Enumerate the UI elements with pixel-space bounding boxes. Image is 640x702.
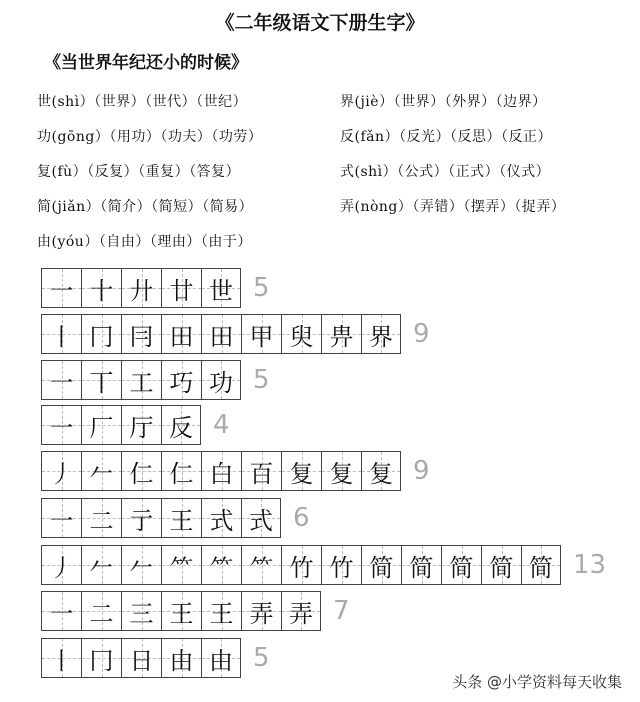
- stroke-step-cell: [241, 498, 281, 538]
- vocab-line: 功(gōng）（用功）（功夫）（功劳）: [37, 129, 263, 145]
- stroke-step-cell: [41, 591, 81, 631]
- stroke-step-cell: [201, 268, 241, 308]
- stroke-step-glyph: 界: [369, 322, 393, 351]
- stroke-step-glyph: 王: [209, 599, 234, 628]
- vocab-line: 复(fù）（反复）（重复）（答复）: [37, 164, 241, 180]
- stroke-step-glyph: 世: [209, 276, 233, 305]
- stroke-order-row: [41, 268, 270, 308]
- stroke-step-glyph: 工: [129, 368, 154, 397]
- stroke-order-row: [41, 405, 230, 445]
- stroke-step-cell: [161, 314, 201, 354]
- stroke-step-glyph: 丿: [49, 459, 74, 488]
- stroke-step-cell: [481, 545, 521, 585]
- stroke-step-cell: [121, 360, 161, 400]
- stroke-step-cell: [41, 405, 81, 445]
- stroke-step-cell: [121, 314, 161, 354]
- stroke-order-row: [41, 314, 430, 354]
- stroke-step-cell: [521, 545, 561, 585]
- stroke-step-glyph: 式: [209, 506, 234, 535]
- stroke-step-cell: [81, 314, 121, 354]
- stroke-step-cell: [201, 314, 241, 354]
- stroke-step-cell: [41, 638, 81, 678]
- stroke-step-glyph: 廿: [169, 276, 194, 305]
- watermark: 头条 @小学资料每天收集: [452, 673, 622, 691]
- vocab-line: 弄(nòng）（弄错）（摆弄）（捉弄）: [340, 199, 566, 215]
- stroke-step-cell: [161, 498, 201, 538]
- stroke-step-glyph: 仁: [169, 459, 194, 488]
- stroke-step-glyph: 冃: [129, 322, 154, 351]
- stroke-count: 6: [293, 503, 310, 533]
- stroke-step-glyph: 功: [209, 368, 233, 397]
- stroke-step-cell: [201, 360, 241, 400]
- stroke-step-glyph: ⺮: [209, 553, 234, 582]
- stroke-step-cell: [41, 268, 81, 308]
- stroke-step-glyph: 仁: [129, 459, 154, 488]
- stroke-count: 5: [253, 643, 270, 673]
- stroke-step-glyph: 田: [169, 322, 194, 351]
- vocab-line: 界(jiè）（世界）（外界）（边界）: [340, 94, 547, 110]
- stroke-count: 5: [253, 273, 270, 303]
- stroke-step-glyph: 𠂉: [129, 553, 154, 582]
- stroke-step-glyph: 二: [89, 599, 114, 628]
- stroke-step-glyph: 白: [209, 459, 234, 488]
- stroke-step-cell: [41, 451, 81, 491]
- stroke-step-glyph: 一: [49, 276, 74, 305]
- stroke-step-glyph: 亍: [129, 506, 154, 535]
- stroke-step-glyph: 丨: [49, 646, 74, 675]
- stroke-step-cell: [281, 591, 321, 631]
- stroke-step-cell: [41, 498, 81, 538]
- stroke-step-cell: [241, 314, 281, 354]
- stroke-step-cell: [41, 545, 81, 585]
- stroke-step-glyph: 弄: [289, 599, 313, 628]
- stroke-step-cell: [441, 545, 481, 585]
- stroke-step-cell: [361, 451, 401, 491]
- stroke-order-row: [41, 360, 270, 400]
- stroke-count: 4: [213, 410, 230, 440]
- stroke-step-glyph: 巧: [169, 368, 194, 397]
- stroke-step-glyph: 田: [209, 322, 234, 351]
- stroke-step-glyph: 日: [129, 646, 154, 675]
- stroke-step-glyph: 臾: [289, 322, 314, 351]
- stroke-count: 5: [253, 365, 270, 395]
- stroke-step-cell: [321, 314, 361, 354]
- stroke-step-cell: [201, 638, 241, 678]
- stroke-step-glyph: 弄: [249, 599, 274, 628]
- vocab-line: 简(jiǎn）（简介）（简短）（简易）: [37, 199, 254, 215]
- stroke-step-cell: [401, 545, 441, 585]
- stroke-step-cell: [121, 405, 161, 445]
- stroke-step-cell: [281, 545, 321, 585]
- stroke-step-glyph: 厂: [89, 413, 114, 442]
- stroke-count: 13: [573, 550, 607, 580]
- stroke-step-cell: [121, 638, 161, 678]
- stroke-step-glyph: 式: [249, 506, 273, 535]
- stroke-step-cell: [241, 545, 281, 585]
- stroke-step-glyph: 王: [169, 506, 194, 535]
- stroke-step-glyph: 𠂉: [89, 459, 114, 488]
- stroke-step-cell: [41, 360, 81, 400]
- stroke-step-glyph: 简: [409, 553, 434, 582]
- stroke-step-glyph: 丿: [49, 553, 74, 582]
- stroke-order-row: [41, 545, 606, 585]
- stroke-step-glyph: 冂: [89, 646, 114, 675]
- stroke-step-glyph: 竹: [289, 553, 314, 582]
- stroke-step-cell: [361, 545, 401, 585]
- stroke-step-glyph: 竹: [329, 553, 354, 582]
- stroke-step-glyph: 冂: [89, 322, 114, 351]
- stroke-step-cell: [161, 451, 201, 491]
- stroke-order-row: [41, 638, 270, 678]
- stroke-step-cell: [201, 498, 241, 538]
- stroke-step-glyph: 简: [489, 553, 514, 582]
- stroke-step-cell: [161, 268, 201, 308]
- lesson-title: 《当世界年纪还小的时候》: [44, 53, 248, 73]
- stroke-step-cell: [321, 451, 361, 491]
- stroke-step-glyph: 二: [89, 506, 114, 535]
- stroke-step-cell: [361, 314, 401, 354]
- stroke-step-cell: [161, 638, 201, 678]
- stroke-step-cell: [41, 314, 81, 354]
- stroke-step-glyph: 一: [49, 506, 74, 535]
- stroke-step-cell: [121, 451, 161, 491]
- vocab-line: 式(shì）（公式）（正式）（仪式）: [340, 164, 551, 180]
- stroke-step-cell: [81, 638, 121, 678]
- stroke-step-cell: [201, 451, 241, 491]
- stroke-step-cell: [81, 451, 121, 491]
- stroke-step-cell: [161, 591, 201, 631]
- stroke-step-glyph: 复: [369, 459, 393, 488]
- stroke-step-glyph: 简: [449, 553, 474, 582]
- stroke-step-glyph: ⺮: [249, 553, 274, 582]
- stroke-step-cell: [161, 545, 201, 585]
- vocab-line: 由(yóu）（自由）（理由）（由于）: [37, 234, 252, 250]
- stroke-step-glyph: 简: [369, 553, 394, 582]
- stroke-step-glyph: 反: [169, 413, 193, 442]
- stroke-step-cell: [81, 268, 121, 308]
- stroke-step-glyph: 一: [49, 413, 74, 442]
- stroke-order-row: [41, 498, 310, 538]
- stroke-step-cell: [81, 545, 121, 585]
- stroke-step-cell: [161, 360, 201, 400]
- stroke-step-cell: [81, 360, 121, 400]
- stroke-count: 9: [413, 319, 430, 349]
- stroke-step-glyph: ⺮: [169, 553, 194, 582]
- stroke-order-row: [41, 591, 350, 631]
- stroke-step-glyph: 复: [329, 459, 354, 488]
- page-title: 《二年级语文下册生字》: [215, 12, 425, 34]
- stroke-step-glyph: 厅: [129, 413, 154, 442]
- stroke-step-glyph: 百: [249, 459, 274, 488]
- stroke-step-cell: [121, 591, 161, 631]
- stroke-step-glyph: 由: [209, 646, 233, 675]
- stroke-step-glyph: 复: [289, 459, 314, 488]
- vocab-line: 反(fǎn）（反光）（反思）（反正）: [340, 129, 553, 145]
- stroke-order-row: [41, 451, 430, 491]
- stroke-step-glyph: 王: [169, 599, 194, 628]
- stroke-step-cell: [81, 498, 121, 538]
- stroke-count: 9: [413, 456, 430, 486]
- stroke-step-glyph: 丅: [89, 368, 114, 397]
- stroke-step-glyph: 一: [49, 368, 74, 397]
- stroke-step-glyph: 丨: [49, 322, 74, 351]
- stroke-step-cell: [161, 405, 201, 445]
- stroke-step-cell: [241, 591, 281, 631]
- stroke-step-cell: [281, 451, 321, 491]
- stroke-step-glyph: 𠂉: [89, 553, 114, 582]
- stroke-step-cell: [201, 545, 241, 585]
- stroke-step-glyph: 廾: [129, 276, 154, 305]
- stroke-step-glyph: 甲: [249, 322, 274, 351]
- stroke-step-cell: [281, 314, 321, 354]
- stroke-step-cell: [321, 545, 361, 585]
- stroke-step-cell: [81, 405, 121, 445]
- stroke-step-glyph: 畁: [329, 322, 354, 351]
- stroke-step-cell: [121, 498, 161, 538]
- stroke-count: 7: [333, 596, 350, 626]
- stroke-step-cell: [121, 268, 161, 308]
- stroke-step-cell: [81, 591, 121, 631]
- vocab-line: 世(shì）（世界）（世代）（世纪）: [37, 94, 248, 110]
- stroke-step-glyph: 十: [89, 276, 114, 305]
- stroke-step-glyph: 由: [169, 646, 194, 675]
- stroke-step-cell: [121, 545, 161, 585]
- stroke-step-glyph: 一: [49, 599, 74, 628]
- stroke-step-cell: [241, 451, 281, 491]
- stroke-step-glyph: 三: [129, 599, 154, 628]
- stroke-step-cell: [201, 591, 241, 631]
- stroke-step-glyph: 简: [529, 553, 553, 582]
